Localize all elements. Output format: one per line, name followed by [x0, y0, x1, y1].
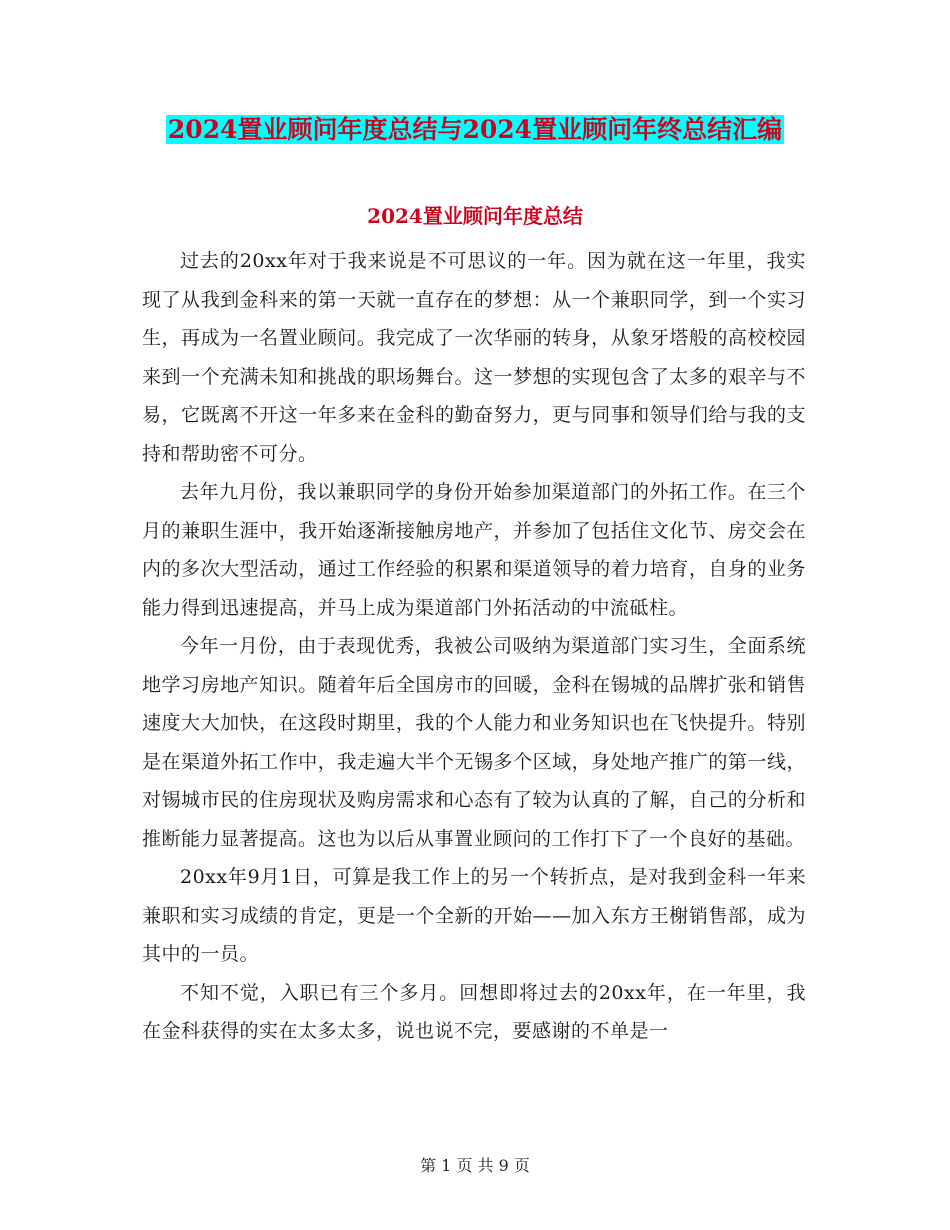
- paragraph: 过去的20xx年对于我来说是不可思议的一年。因为就在这一年里，我实现了从我到金科来的第一天就一直存在的梦想：从一个兼职同学，到一个实习生，再成为一名置业顾问。我完成了一次华丽的转身，从象牙塔般的高校校园来到一个充满未知和挑战的职场舞台。这一梦想的实现包含了太多的艰辛与不易，它既离不开这一年多来在金科的勤奋努力，更与同事和领导们给与我的支持和帮助密不可分。: [142, 250, 806, 465]
- document-title: [0, 112, 950, 148]
- document-title-text: 2024置业顾问年度总结与2024置业顾问年终总结汇编: [167, 115, 783, 144]
- paragraph: 去年九月份，我以兼职同学的身份开始参加渠道部门的外拓工作。在三个月的兼职生涯中，我开始逐渐接触房地产，并参加了包括住文化节、房交会在内的多次大型活动，通过工作经验的积累和渠道领导的着力培育，自身的业务能力得到迅速提高，并马上成为渠道部门外拓活动的中流砥柱。: [142, 481, 806, 619]
- paragraph: 不知不觉，入职已有三个多月。回想即将过去的20xx年，在一年里，我在金科获得的实在太多太多，说也说不完，要感谢的不单是一: [142, 981, 806, 1042]
- paragraph: 20xx年9月1日，可算是我工作上的另一个转折点，是对我到金科一年来兼职和实习成绩的肯定，更是一个全新的开始——加入东方王榭销售部，成为其中的一员。: [142, 866, 806, 965]
- document-body: [142, 242, 806, 1051]
- page-footer: 第 1 页 共 9 页: [420, 1156, 530, 1175]
- section-title: 2024置业顾问年度总结: [367, 204, 583, 228]
- paragraph: 今年一月份，由于表现优秀，我被公司吸纳为渠道部门实习生，全面系统地学习房地产知识。随着年后全国房市的回暖，金科在锡城的品牌扩张和销售速度大大加快，在这段时期里，我的个人能力和业务知识也在飞快提升。特别是在渠道外拓工作中，我走遍大半个无锡多个区域，身处地产推广的第一线，对锡城市民的住房现状及购房需求和心态有了较为认真的了解，自己的分析和推断能力显著提高。这也为以后从事置业顾问的工作打下了一个良好的基础。: [142, 635, 806, 850]
